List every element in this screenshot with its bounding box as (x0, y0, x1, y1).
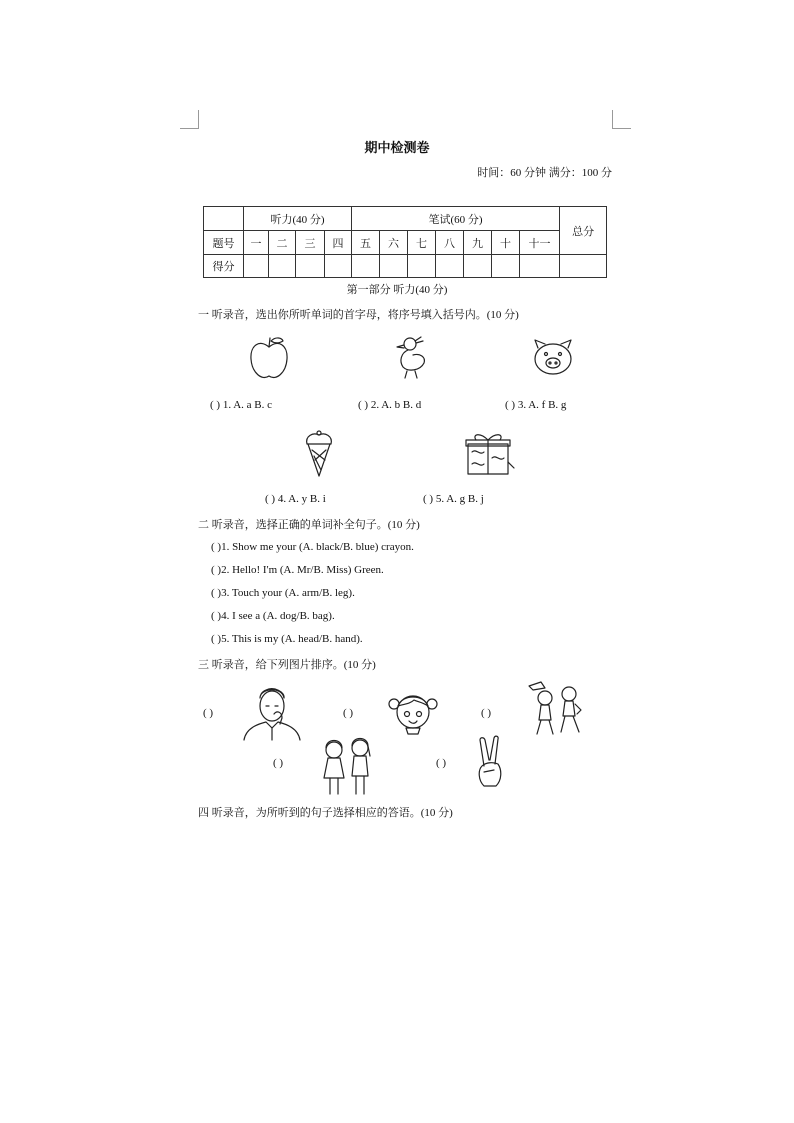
duck-icon (393, 335, 429, 381)
score-table (203, 206, 607, 278)
children-walking-icon (527, 682, 587, 738)
gift-box-icon (464, 432, 516, 476)
s1-item-2 (358, 399, 421, 411)
s3-answer-blank-4[interactable]: ( ) (273, 757, 284, 769)
sentence-text: 1. Show me your (A. black/B. blue) crayon. (221, 541, 414, 553)
score-cell[interactable] (520, 255, 560, 278)
total-header: 总分 (560, 207, 607, 255)
s2-item-3 (211, 587, 355, 599)
answer-blank[interactable]: ( ) (211, 610, 222, 622)
score-cell[interactable] (296, 255, 325, 278)
question-number: 六 (380, 231, 408, 255)
pig-icon (532, 338, 574, 378)
question-number: 四 (325, 231, 352, 255)
s1-item-4 (265, 493, 326, 505)
s2-item-4 (211, 610, 335, 622)
question-number: 八 (436, 231, 464, 255)
blank-header-cell (204, 207, 244, 231)
victory-hand-icon (476, 736, 504, 790)
sentence-text: 4. I see a (A. dog/B. bag). (221, 610, 335, 622)
exam-meta: 时间：60 分钟 满分：100 分 (477, 167, 612, 179)
score-cell[interactable] (269, 255, 296, 278)
total-score-cell[interactable] (560, 255, 607, 278)
answer-blank[interactable]: ( ) (265, 493, 276, 505)
sentence-text: 3. Touch your (A. arm/B. leg). (221, 587, 355, 599)
answer-blank[interactable]: ( ) (211, 587, 222, 599)
s1-item-3 (505, 399, 566, 411)
answer-blank[interactable]: ( ) (211, 633, 222, 645)
score-cell[interactable] (464, 255, 492, 278)
s2-item-5 (211, 633, 363, 645)
question-number: 十 (492, 231, 520, 255)
question-number: 五 (352, 231, 380, 255)
score-row-label: 得分 (204, 255, 244, 278)
option-text: 2. A. b B. d (370, 399, 422, 411)
option-text: 3. A. f B. g (517, 399, 567, 411)
s2-item-1 (211, 541, 414, 553)
section3-heading: 三 听录音，给下列图片排序。(10 分) (198, 659, 376, 671)
crop-mark-top-right (612, 110, 631, 129)
score-cell[interactable] (380, 255, 408, 278)
answer-blank[interactable]: ( ) (358, 399, 369, 411)
s1-item-1 (210, 399, 272, 411)
s3-answer-blank-2[interactable]: ( ) (343, 707, 354, 719)
question-number: 二 (269, 231, 296, 255)
sentence-text: 2. Hello! I'm (A. Mr/B. Miss) Green. (221, 564, 384, 576)
crop-mark-top-left (180, 110, 199, 129)
s3-answer-blank-3[interactable]: ( ) (481, 707, 492, 719)
s3-answer-blank-5[interactable]: ( ) (436, 757, 447, 769)
apple-icon (248, 335, 290, 381)
sentence-text: 5. This is my (A. head/B. hand). (221, 633, 363, 645)
question-number: 一 (244, 231, 269, 255)
man-covering-mouth-icon (244, 684, 300, 740)
question-number: 三 (296, 231, 325, 255)
question-row-label: 题号 (204, 231, 244, 255)
girl-face-icon (388, 690, 438, 734)
question-number: 七 (408, 231, 436, 255)
option-text: 1. A. a B. c (222, 399, 273, 411)
score-cell[interactable] (436, 255, 464, 278)
two-girls-icon (316, 736, 378, 794)
answer-blank[interactable]: ( ) (211, 541, 222, 553)
option-text: 4. A. y B. i (277, 493, 326, 505)
score-cell[interactable] (492, 255, 520, 278)
score-cell[interactable] (352, 255, 380, 278)
section2-heading: 二 听录音，选择正确的单词补全句子。(10 分) (198, 519, 420, 531)
question-number: 十一 (520, 231, 560, 255)
answer-blank[interactable]: ( ) (505, 399, 516, 411)
s3-answer-blank-1[interactable]: ( ) (203, 707, 214, 719)
answer-blank[interactable]: ( ) (210, 399, 221, 411)
writing-header: 笔试(60 分) (352, 207, 560, 231)
part1-heading: 第一部分 听力(40 分) (346, 284, 448, 296)
answer-blank[interactable]: ( ) (423, 493, 434, 505)
section1-heading: 一 听录音，选出你所听单词的首字母，将序号填入括号内。(10 分) (198, 309, 519, 321)
score-cell[interactable] (325, 255, 352, 278)
question-number: 九 (464, 231, 492, 255)
s2-item-2 (211, 564, 384, 576)
score-cell[interactable] (244, 255, 269, 278)
score-cell[interactable] (408, 255, 436, 278)
answer-blank[interactable]: ( ) (211, 564, 222, 576)
s1-item-5 (423, 493, 484, 505)
listening-header: 听力(40 分) (244, 207, 352, 231)
ice-cream-icon (303, 430, 335, 478)
page-title: 期中检测卷 (364, 140, 430, 155)
option-text: 5. A. g B. j (435, 493, 484, 505)
section4-heading: 四 听录音，为所听到的句子选择相应的答语。(10 分) (198, 807, 453, 819)
